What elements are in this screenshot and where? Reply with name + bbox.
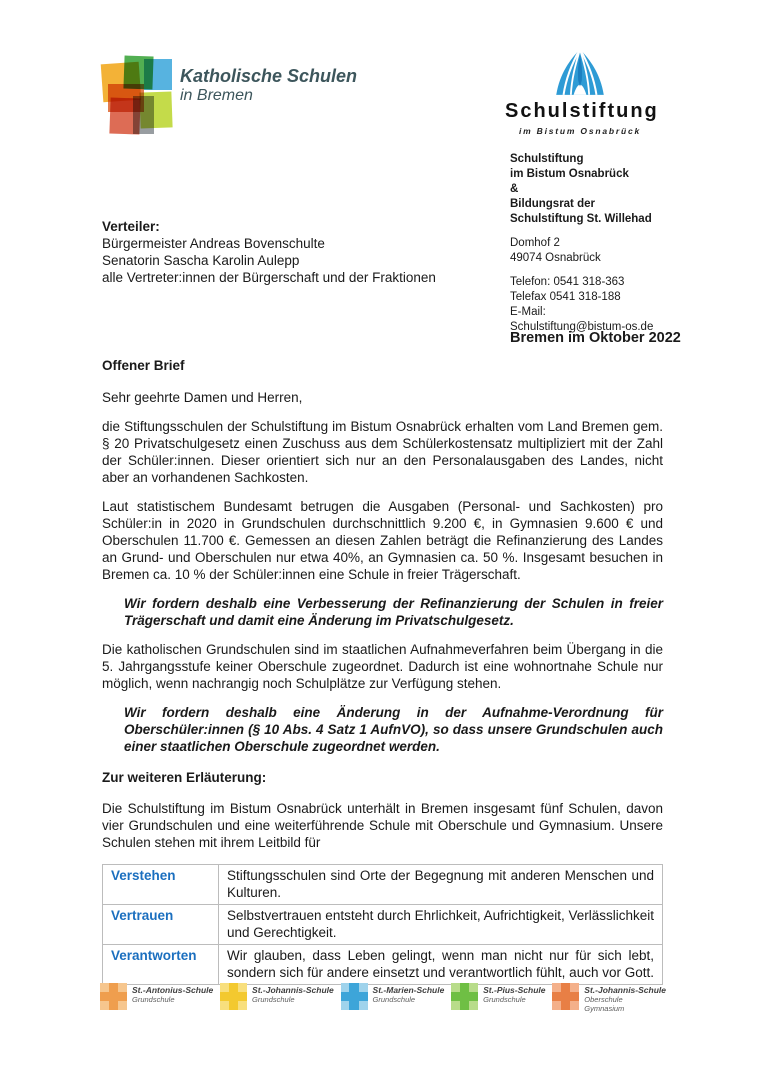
school-item-antonius [100,983,213,1013]
school-type: Grundschule [252,995,295,1004]
school-type: Grundschule [483,995,526,1004]
leitbild-label-verstehen: Verstehen [103,865,219,905]
school-name: St.-Johannis-Schule [252,985,334,995]
sender-email: Schulstiftung@bistum-os.de [510,321,654,333]
paragraph-admission: Die katholischen Grundschulen sind im staatlichen Aufnahmeverfahren beim Übergang in die 5. Jahrgangsstufe keiner Oberschule zugeordnet. Dadurch ist eine wohnortnahe Schule nur möglich, wenn nachrangig noch Schulplätze zur Verfügung stehen. [102,642,663,691]
school-name: St.-Pius-Schule [483,985,546,995]
sender-street: Domhof 2 [510,237,560,249]
recipient-line: alle Vertreter:innen der Bürgerschaft und der Fraktionen [102,270,436,285]
school-type: Gymnasium [584,1004,625,1013]
school-type: Oberschule [584,995,623,1004]
school-item-johannis-os [552,983,666,1013]
schulstiftung-logo-title: Schulstiftung [505,100,659,122]
logo-text-line1: Katholische Schulen [180,66,358,86]
sender-email-label: E-Mail: [510,306,546,318]
paragraph-funding: die Stiftungsschulen der Schulstiftung im Bistum Osnabrück erhalten vom Land Bremen gem. § 20 Privatschulgesetz einen Zuschuss aus dem Schülerkostensatz multipliziert mit der Zahl der Schüler:innen. Dieser orientiert sich nur an den Personalausgaben des Landes, nicht aber an vorhandenen Sachkosten. [102,419,663,485]
school-cross-icon-blue [341,983,368,1010]
sender-contact-block [510,152,710,335]
school-item-johannis-gs [220,983,334,1013]
school-type: Grundschule [372,995,416,1004]
school-cross-icon-yellow [220,983,247,1010]
leitbild-label-verantworten: Verantworten [103,945,219,985]
katholische-schulen-logo-text [180,66,357,106]
sender-fax: Telefax 0541 318-188 [510,291,621,303]
table-row [103,945,663,985]
sender-org-line: im Bistum Osnabrück [510,168,629,180]
letter-date: Bremen im Oktober 2022 [510,330,681,346]
logo-text-line2: in Bremen [180,87,253,105]
demand-refinancing: Wir fordern deshalb eine Verbesserung der Refinanzierung der Schulen in freier Trägerschaft und damit eine Änderung im Privatschulgesetz. [124,596,663,628]
logo-square-blue [144,59,172,90]
school-name: St.-Marien-Schule [372,985,445,995]
sender-org-line: & [510,183,519,195]
leitbild-label-vertrauen: Vertrauen [103,905,219,945]
salutation: Sehr geehrte Damen und Herren, [102,390,303,405]
leitbild-text-vertrauen: Selbstvertrauen entsteht durch Ehrlichkeit, Aufrichtigkeit, Verlässlichkeit und Gerechtigkeit. [219,905,663,945]
sender-org-line: Schulstiftung [510,153,584,165]
letter-body [102,357,663,985]
leitbild-text-verantworten: Wir glauben, dass Leben gelingt, wenn man nicht nur für sich lebt, sondern sich für andere einsetzt und verantwortlich fühlt, auch vor Gott. [219,945,663,985]
schulstiftung-logo [505,46,659,136]
leitbild-table [102,864,663,985]
table-row [103,865,663,905]
section-heading: Zur weiteren Erläuterung: [102,770,267,785]
sender-city: 49074 Osnabrück [510,252,601,264]
table-row [103,905,663,945]
paragraph-schools-overview: Die Schulstiftung im Bistum Osnabrück unterhält in Bremen insgesamt fünf Schulen, davon vier Grundschulen und eine weiterführende Schule mit Oberschule und Gymnasium. Unsere Schulen stehen mit ihrem Leitbild für [102,801,663,850]
school-cross-icon-green [451,983,478,1010]
school-cross-icon-orange [100,983,127,1010]
school-item-marien [341,983,445,1013]
school-item-pius [451,983,545,1013]
school-type: Grundschule [132,995,175,1004]
distribution-label: Verteiler: [102,219,160,234]
school-cross-icon-red [552,983,579,1010]
footer-school-logos [100,983,666,1013]
schulstiftung-tent-icon [548,46,612,98]
schulstiftung-logo-subtitle: im Bistum Osnabrück [518,126,642,136]
leitbild-text-verstehen: Stiftungsschulen sind Orte der Begegnung mit anderen Menschen und Kulturen. [219,865,663,905]
katholische-schulen-logo-icon [100,54,174,138]
paragraph-statistics: Laut statistischem Bundesamt betrugen die Ausgaben (Personal- und Sachkosten) pro Schüler:in in 2020 in Grundschulen durchschnittlich 9.200 €, in Gymnasien 9.600 € und Oberschulen 11.700 €. Gemessen an diesen Zahlen beträgt die Refinanzierung des Landes an Grund- und Oberschulen nur etwa 40%, an Gymnasien ca. 50 %. Insgesamt besuchen in Bremen ca. 10 % der Schüler:innen eine Schule in freier Trägerschaft. [102,499,663,582]
recipient-line: Senatorin Sascha Karolin Aulepp [102,253,300,268]
demand-regulation: Wir fordern deshalb eine Änderung in der Aufnahme-Verordnung für Oberschüler:innen (§ 10 Abs. 4 Satz 1 AufnVO), so dass unsere Grundschulen auch einer staatlichen Oberschule zugeordnet werden. [124,705,663,754]
letter-subject: Offener Brief [102,358,185,373]
school-name: St.-Antonius-Schule [132,985,214,995]
sender-org-line: Bildungsrat der [510,198,595,210]
logo-square-gray [133,96,154,134]
school-name: St.-Johannis-Schule [584,985,666,995]
distribution-list [102,218,436,286]
sender-org-line: Schulstiftung St. Willehad [510,213,652,225]
sender-phone: Telefon: 0541 318-363 [510,276,625,288]
recipient-line: Bürgermeister Andreas Bovenschulte [102,236,325,251]
